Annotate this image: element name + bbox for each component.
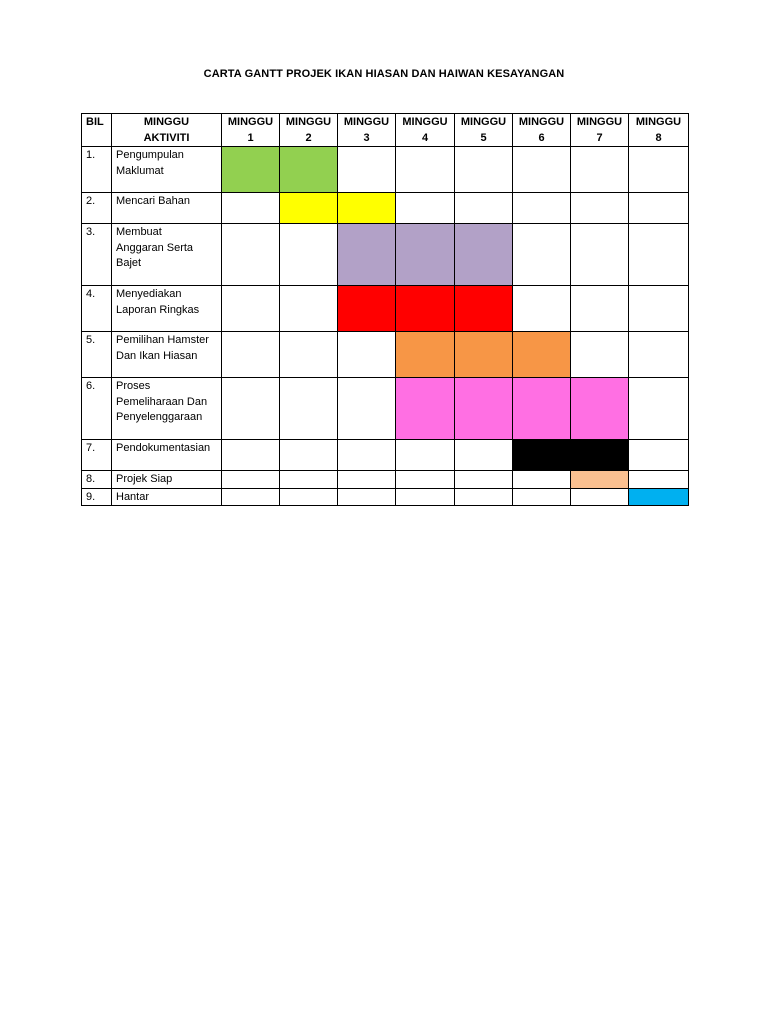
week-header-label: MINGGU (402, 116, 448, 128)
empty-week-cell (222, 193, 280, 224)
week-header-number: 7 (596, 131, 603, 144)
activity-cell (112, 488, 222, 506)
activity-cell (112, 332, 222, 378)
gantt-bar-week-4 (396, 224, 455, 286)
activity-line: Laporan Ringkas (116, 303, 200, 316)
activity-line: Mencari Bahan (116, 195, 190, 207)
activity-cell (112, 286, 222, 332)
week-header-number: 8 (655, 131, 662, 144)
week-header-1 (222, 114, 280, 147)
gantt-bar-week-5 (455, 286, 513, 332)
empty-week-cell (280, 224, 338, 286)
gantt-bar-week-6 (513, 440, 571, 471)
empty-week-cell (455, 471, 513, 489)
row-number: 7. (82, 440, 112, 471)
week-header-label: MINGGU (227, 116, 274, 128)
gantt-bar-week-7 (571, 378, 629, 440)
row-number: 1. (82, 147, 112, 193)
activity-line: Maklumat (116, 164, 164, 177)
week-header-number: 3 (363, 131, 370, 144)
empty-week-cell (629, 440, 689, 471)
empty-week-cell (571, 332, 629, 378)
empty-week-cell (222, 471, 280, 489)
empty-week-cell (222, 378, 280, 440)
empty-week-cell (513, 286, 571, 332)
gantt-bar-week-5 (455, 224, 513, 286)
bil-header: BIL (82, 114, 112, 147)
gantt-bar-week-3 (338, 224, 396, 286)
table-row (82, 286, 689, 332)
document-title: CARTA GANTT PROJEK IKAN HIASAN DAN HAIWAN KESAYANGAN (203, 68, 565, 80)
activity-cell (112, 224, 222, 286)
empty-week-cell (396, 440, 455, 471)
empty-week-cell (396, 147, 455, 193)
empty-week-cell (629, 193, 689, 224)
empty-week-cell (513, 224, 571, 286)
table-row (82, 147, 689, 193)
week-header-5 (455, 114, 513, 147)
row-number: 4. (82, 286, 112, 332)
gantt-bar-week-4 (396, 378, 455, 440)
gantt-bar-week-3 (338, 193, 396, 224)
empty-week-cell (222, 488, 280, 506)
activity-line: Pengumpulan (116, 149, 184, 161)
week-header-number: 6 (538, 131, 545, 144)
row-number: 2. (82, 193, 112, 224)
empty-week-cell (629, 224, 689, 286)
week-header-number: 5 (480, 131, 487, 144)
activity-line: Pemeliharaan Dan (116, 395, 208, 408)
week-header-number: 4 (421, 131, 429, 144)
week-header-label: MINGGU (285, 116, 332, 128)
week-header-label: MINGGU (635, 116, 682, 128)
week-header-6 (513, 114, 571, 147)
week-header-7 (571, 114, 629, 147)
empty-week-cell (571, 286, 629, 332)
empty-week-cell (629, 471, 689, 489)
gantt-bar-week-7 (571, 471, 629, 489)
table-row (82, 332, 689, 378)
empty-week-cell (222, 332, 280, 378)
table-row (82, 224, 689, 286)
activity-line: Projek Siap (116, 473, 173, 485)
week-header-8 (629, 114, 689, 147)
row-number: 9. (82, 488, 112, 506)
empty-week-cell (222, 224, 280, 286)
week-header-number: 2 (305, 131, 312, 144)
empty-week-cell (629, 378, 689, 440)
table-row (82, 378, 689, 440)
activity-header (112, 114, 222, 147)
activity-line: Penyelenggaraan (116, 411, 203, 423)
empty-week-cell (396, 193, 455, 224)
row-number: 6. (82, 378, 112, 440)
gantt-bar-week-2 (280, 193, 338, 224)
gantt-bar-week-4 (396, 332, 455, 378)
gantt-chart-table (81, 113, 689, 506)
activity-line: Pendokumentasian (116, 442, 211, 454)
empty-week-cell (571, 193, 629, 224)
empty-week-cell (629, 147, 689, 193)
empty-week-cell (222, 440, 280, 471)
empty-week-cell (455, 193, 513, 224)
table-body (82, 147, 689, 506)
empty-week-cell (629, 286, 689, 332)
empty-week-cell (629, 332, 689, 378)
activity-line: Anggaran Serta (116, 241, 194, 254)
activity-cell (112, 193, 222, 224)
gantt-bar-week-5 (455, 378, 513, 440)
empty-week-cell (513, 147, 571, 193)
empty-week-cell (455, 488, 513, 506)
gantt-bar-week-6 (513, 332, 571, 378)
empty-week-cell (280, 488, 338, 506)
activity-line: Bajet (116, 257, 142, 269)
empty-week-cell (280, 286, 338, 332)
row-number: 5. (82, 332, 112, 378)
empty-week-cell (513, 471, 571, 489)
week-header-4 (396, 114, 455, 147)
empty-week-cell (338, 488, 396, 506)
empty-week-cell (280, 440, 338, 471)
week-header-2 (280, 114, 338, 147)
empty-week-cell (280, 471, 338, 489)
empty-week-cell (571, 224, 629, 286)
activity-line: Menyediakan (116, 288, 182, 300)
table-row (82, 488, 689, 506)
empty-week-cell (338, 147, 396, 193)
activity-cell (112, 378, 222, 440)
row-number: 8. (82, 471, 112, 489)
gantt-bar-week-8 (629, 488, 689, 506)
activity-cell (112, 471, 222, 489)
empty-week-cell (338, 440, 396, 471)
activity-header-line2: AKTIVITI (143, 131, 190, 144)
table-row (82, 193, 689, 224)
table-header-row (82, 114, 689, 147)
table-row (82, 471, 689, 489)
empty-week-cell (455, 440, 513, 471)
empty-week-cell (338, 332, 396, 378)
empty-week-cell (222, 286, 280, 332)
week-header-label: MINGGU (576, 116, 623, 128)
empty-week-cell (280, 332, 338, 378)
gantt-bar-week-3 (338, 286, 396, 332)
row-number: 3. (82, 224, 112, 286)
activity-line: Proses (116, 380, 151, 392)
gantt-bar-week-7 (571, 440, 629, 471)
activity-cell (112, 147, 222, 193)
empty-week-cell (396, 488, 455, 506)
activity-line: Membuat (116, 226, 162, 238)
empty-week-cell (513, 193, 571, 224)
table-row (82, 440, 689, 471)
activity-cell (112, 440, 222, 471)
empty-week-cell (513, 488, 571, 506)
empty-week-cell (396, 471, 455, 489)
week-header-number: 1 (247, 131, 254, 144)
week-header-label: MINGGU (460, 116, 507, 128)
week-header-label: MINGGU (343, 116, 390, 128)
week-header-label: MINGGU (518, 116, 565, 128)
activity-header-line1: MINGGU (143, 116, 190, 128)
empty-week-cell (571, 147, 629, 193)
activity-line: Hantar (116, 490, 150, 503)
gantt-bar-week-1 (222, 147, 280, 193)
gantt-bar-week-4 (396, 286, 455, 332)
empty-week-cell (338, 378, 396, 440)
activity-line: Pemilihan Hamster (116, 334, 209, 346)
gantt-bar-week-5 (455, 332, 513, 378)
week-header-3 (338, 114, 396, 147)
empty-week-cell (455, 147, 513, 193)
empty-week-cell (571, 488, 629, 506)
activity-line: Dan Ikan Hiasan (116, 349, 198, 362)
empty-week-cell (338, 471, 396, 489)
empty-week-cell (280, 378, 338, 440)
gantt-bar-week-2 (280, 147, 338, 193)
gantt-bar-week-6 (513, 378, 571, 440)
